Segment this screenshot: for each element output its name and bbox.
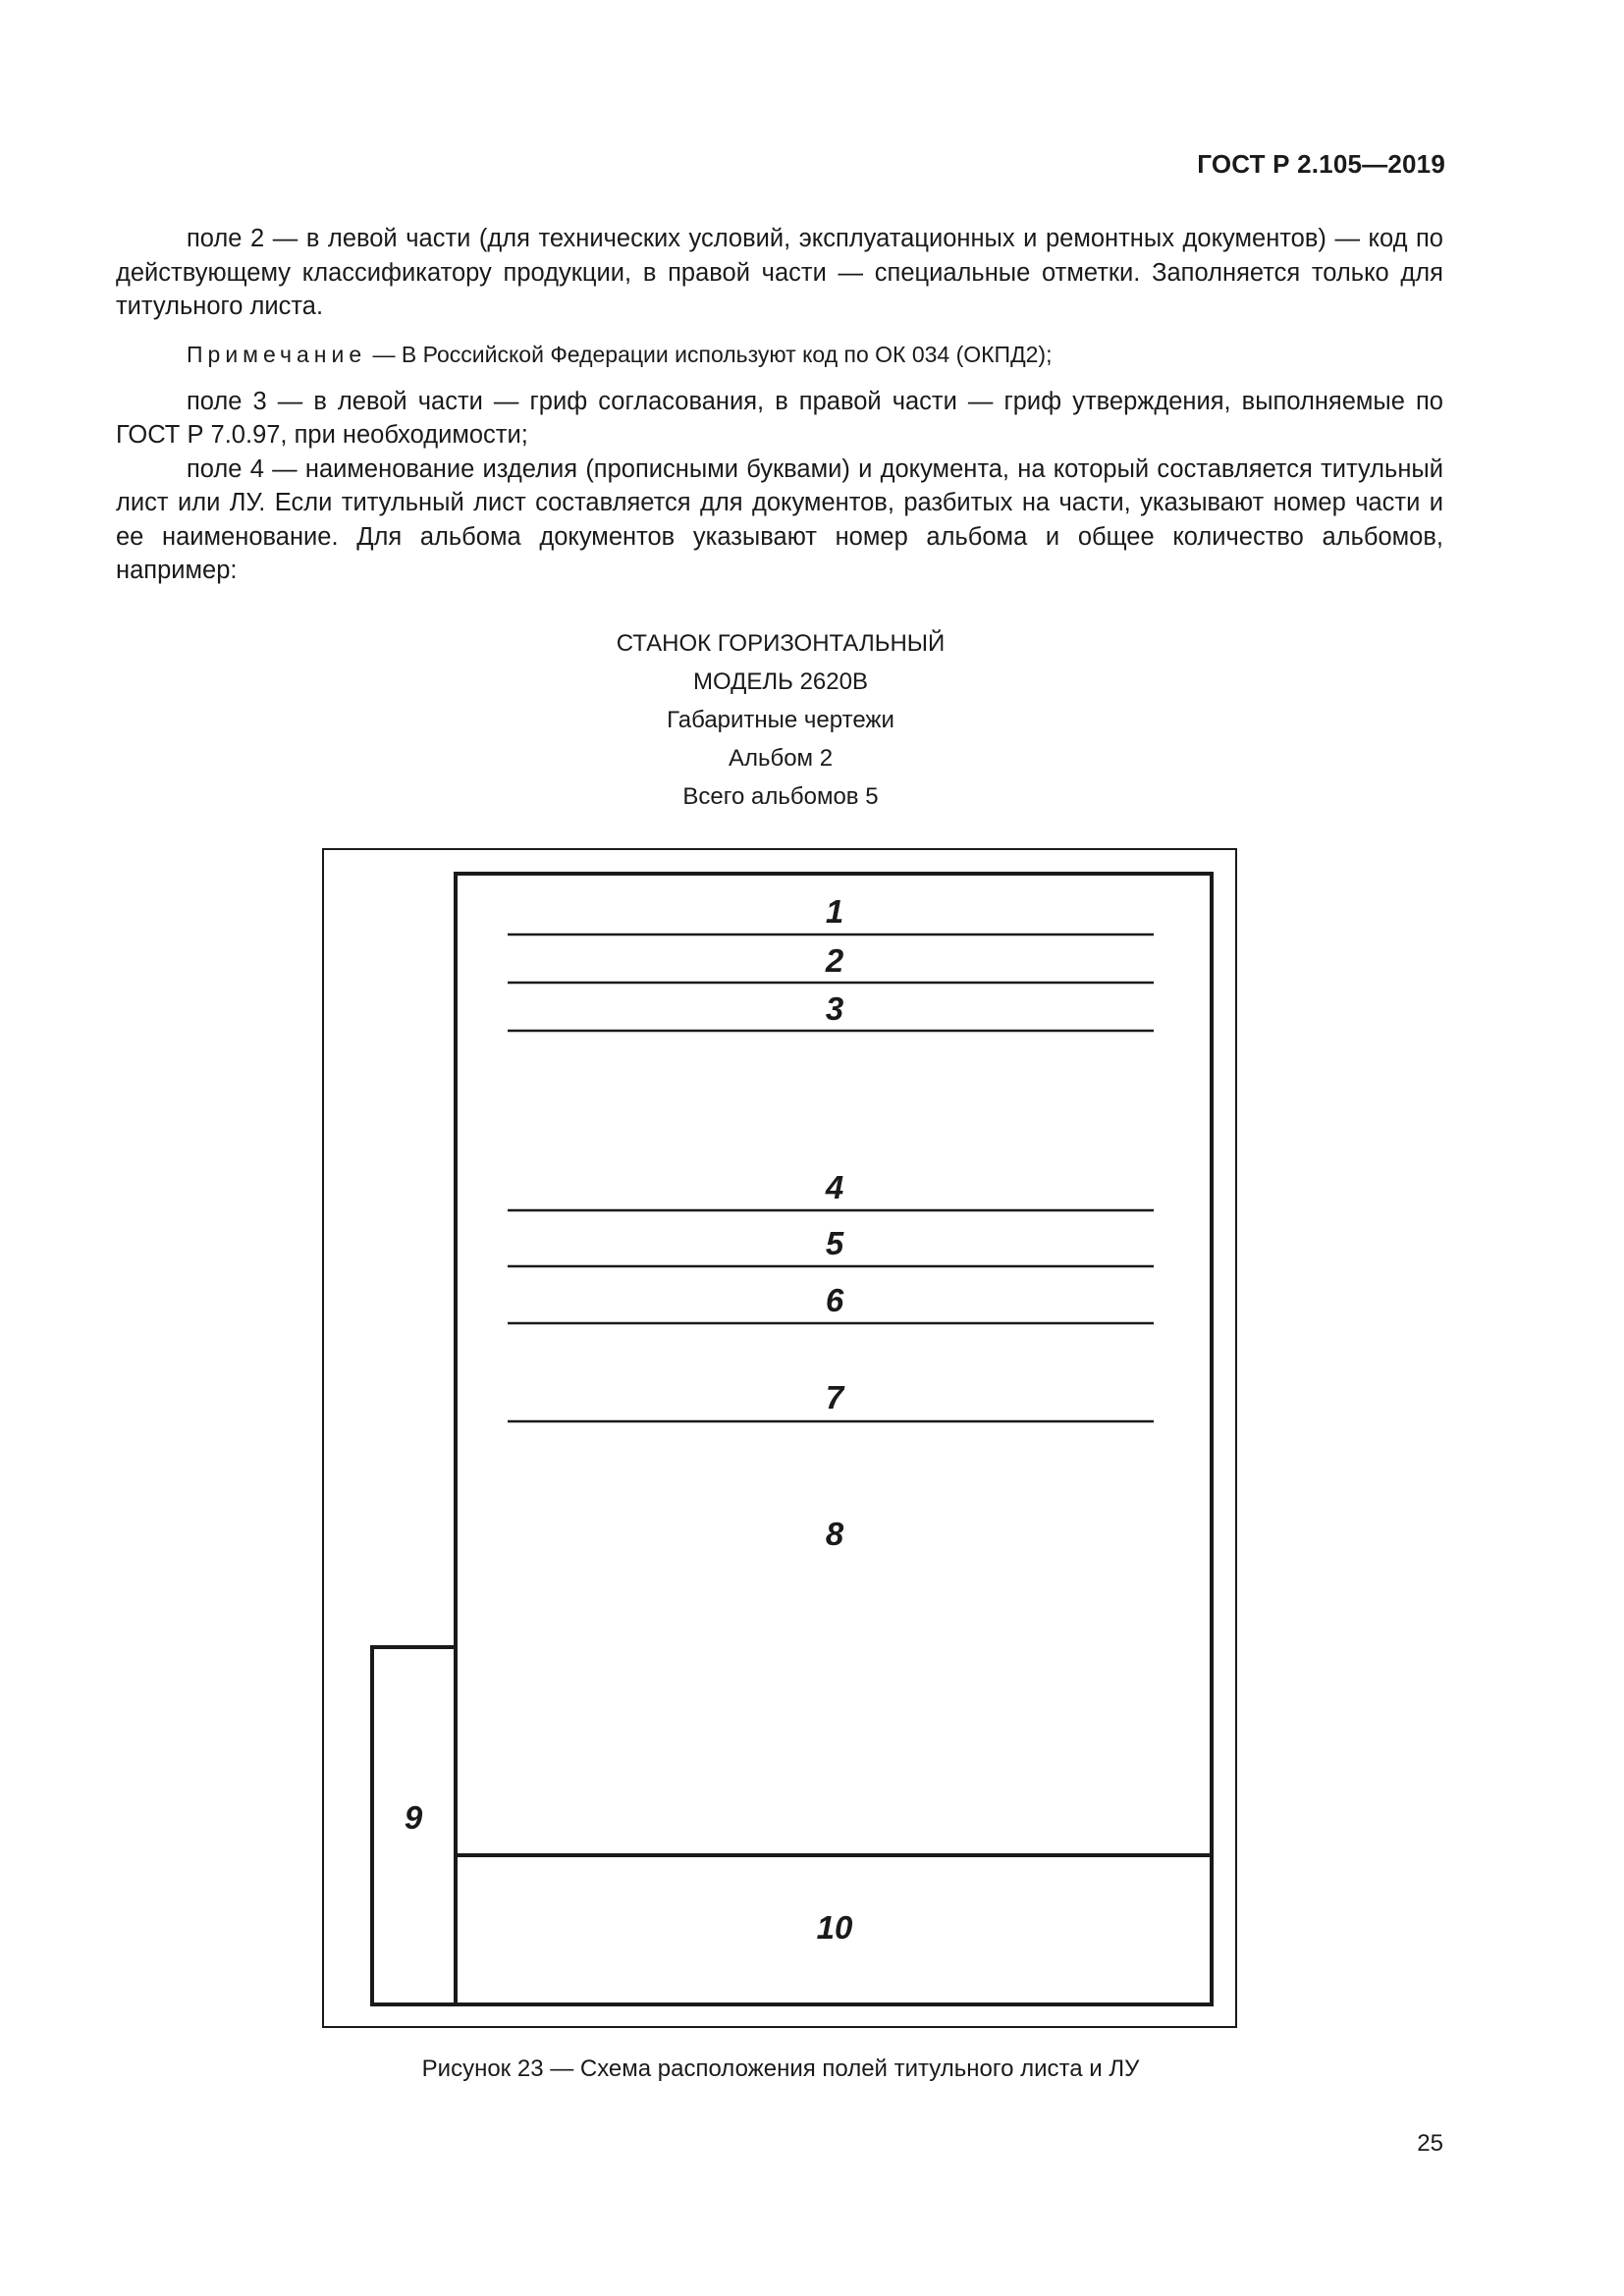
field-label-10: 10 bbox=[816, 1909, 853, 1946]
field-label-4: 4 bbox=[825, 1169, 844, 1205]
field-label-8: 8 bbox=[825, 1516, 844, 1552]
example-line-product: СТАНОК ГОРИЗОНТАЛЬНЫЙ bbox=[616, 630, 946, 657]
title-page-layout-figure bbox=[322, 848, 1237, 2028]
paragraph-field-2: поле 2 — в левой части (для технических условий, эксплуатационных и ремонтных документов) — код по действующему классификатору продукции, в правой части — специальные отметки. Заполняется только для титульного листа. bbox=[116, 225, 1443, 320]
field-label-6: 6 bbox=[825, 1282, 844, 1318]
field-label-2: 2 bbox=[825, 942, 844, 979]
example-title-block bbox=[0, 624, 1561, 816]
paragraph-field-3: поле 3 — в левой части — гриф согласования, в правой части — гриф утверждения, выполняемые по ГОСТ Р 7.0.97, при необходимости; bbox=[116, 387, 1443, 449]
paragraph-field-4: поле 4 — наименование изделия (прописными буквами) и документа, на который составляется титульный лист или ЛУ. Если титульный лист составляется для документов, разбитых на части, указывают номер части и ее наименование. Для альбома документов указывают номер альбома и общее количество альбомов, например: bbox=[116, 454, 1443, 584]
field-label-5: 5 bbox=[825, 1225, 844, 1261]
note bbox=[116, 338, 1443, 371]
document-code-header: ГОСТ Р 2.105—2019 bbox=[1197, 149, 1445, 179]
field-label-3: 3 bbox=[825, 990, 844, 1027]
field-label-1: 1 bbox=[825, 893, 844, 930]
example-line-model: МОДЕЛЬ 2620В bbox=[693, 668, 868, 695]
page-frame bbox=[456, 874, 1212, 2004]
field-label-7: 7 bbox=[825, 1379, 844, 1415]
figure-outer-frame bbox=[323, 849, 1236, 2027]
layout-diagram bbox=[322, 848, 1237, 2028]
example-line-album-total: Всего альбомов 5 bbox=[682, 783, 879, 810]
note-label: Примечание bbox=[187, 341, 367, 367]
body-text bbox=[116, 222, 1443, 588]
note-text: — В Российской Федерации используют код по ОК 034 (ОКПД2); bbox=[366, 341, 1053, 367]
page-number: 25 bbox=[1417, 2130, 1443, 2157]
example-line-document: Габаритные чертежи bbox=[667, 707, 894, 733]
example-line-album: Альбом 2 bbox=[728, 745, 834, 772]
field-label-9: 9 bbox=[404, 1799, 423, 1836]
figure-caption: Рисунок 23 — Схема расположения полей титульного листа и ЛУ bbox=[421, 2056, 1140, 2082]
